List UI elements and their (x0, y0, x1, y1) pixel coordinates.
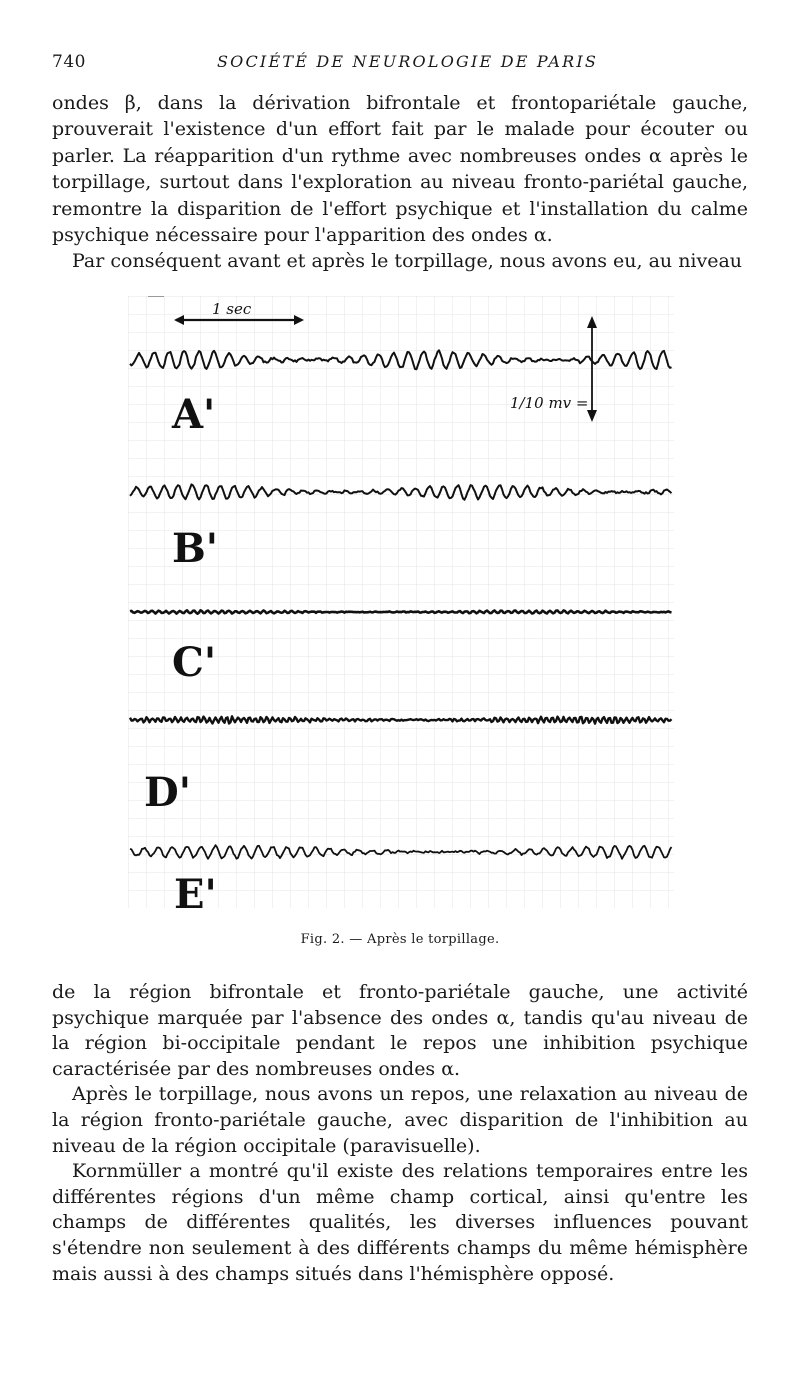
trace-label-e: E' (174, 871, 217, 908)
paragraph: Par conséquent avant et après le torpillage, nous avons eu, au niveau (72, 250, 743, 273)
paragraph: de la région bifrontale et fronto-pariétale gauche, une activité psychique marquée par l'absence des ondes α, tandis qu'au niveau de la région bi-occipitale pendant le repos une inhibition psychique caractérisée par des nombreuses ondes α. (52, 981, 748, 1080)
trace-label-b: B' (172, 525, 219, 572)
page-number: 740 (52, 52, 86, 72)
voltage-scale-label: 1/10 mv = (510, 394, 589, 412)
trace-label-c: C' (172, 639, 217, 686)
bottom-text-block (52, 980, 748, 1287)
top-text-block (52, 90, 748, 275)
running-head: SOCIÉTÉ DE NEUROLOGIE DE PARIS (217, 52, 599, 71)
eeg-figure (128, 296, 674, 908)
trace-label-a: A' (172, 391, 216, 438)
page-header (52, 52, 752, 78)
eeg-traces-image (128, 296, 674, 908)
figure-caption: Fig. 2. — Après le torpillage. (300, 932, 500, 947)
paragraph: Après le torpillage, nous avons un repos, une relaxation au niveau de la région fronto-pariétale gauche, avec disparition de l'inhibition au niveau de la région occipitale (paravisuelle). (52, 1083, 748, 1157)
paragraph: ondes β, dans la dérivation bifrontale et frontopariétale gauche, prouverait l'existence d'un effort fait par le malade pour écouter ou parler. La réapparition d'un rythme avec nombreuses ondes α après le torpillage, surtout dans l'exploration au niveau fronto-pariétal gauche, remontre la disparition de l'effort psychique et l'installation du calme psychique nécessaire pour l'apparition des ondes α. (52, 92, 748, 247)
paragraph: Kornmüller a montré qu'il existe des relations temporaires entre les différentes régions d'un même champ cortical, ainsi qu'entre les champs de différentes qualités, les diverses influences pouvant s'étendre non seulement à des différents champs du même hémisphère mais aussi à des champs situés dans l'hémisphère opposé. (52, 1160, 748, 1285)
trace-label-d: D' (144, 769, 191, 816)
time-scale-label: 1 sec (212, 300, 252, 318)
